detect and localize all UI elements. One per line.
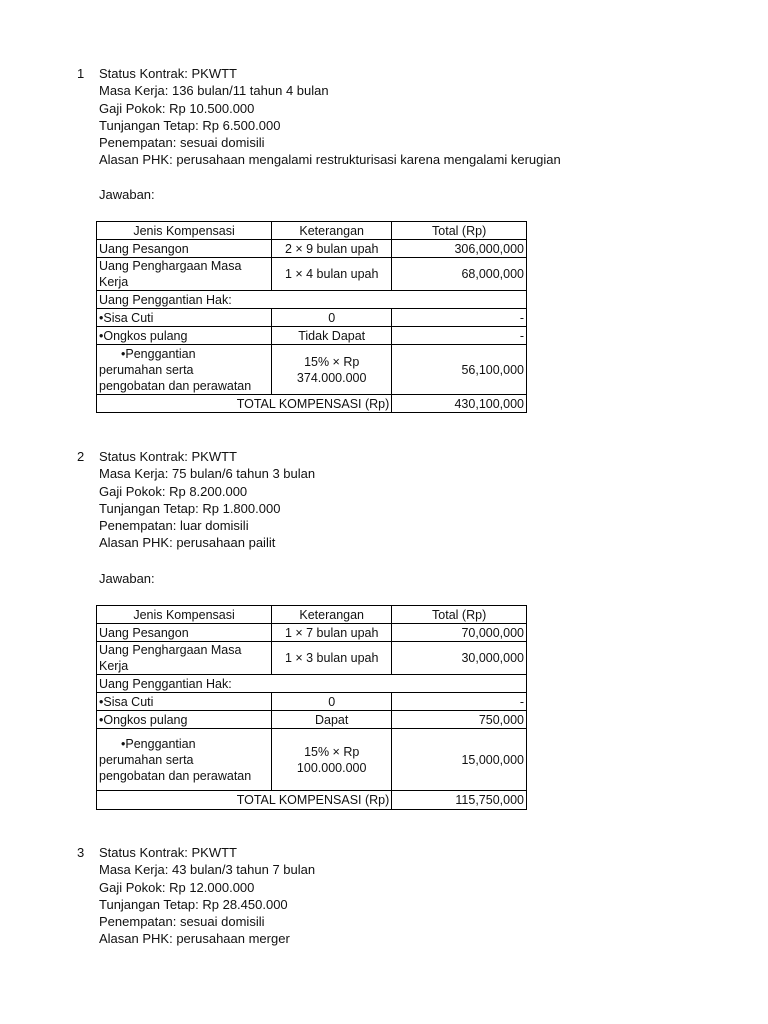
row-label: Uang Pesangon [97, 624, 272, 642]
label-line [99, 736, 269, 752]
table-row [97, 675, 527, 693]
row-label: Uang Penghargaan Masa Kerja [97, 642, 272, 675]
row-label: Uang Penggantian Hak: [97, 291, 527, 309]
table-row [97, 624, 527, 642]
row-keterangan: 0 [272, 309, 392, 327]
row-keterangan: Dapat [272, 711, 392, 729]
row-label: Uang Penggantian Hak: [97, 675, 527, 693]
header-jenis: Jenis Kompensasi [97, 222, 272, 240]
row-keterangan: 1 × 3 bulan upah [272, 642, 392, 675]
gaji-pokok: Gaji Pokok: Rp 12.000.000 [99, 879, 255, 895]
row-label [97, 345, 272, 395]
label-line: pengobatan dan perawatan [99, 768, 252, 783]
row-label: •Sisa Cuti [97, 309, 272, 327]
ket-line: 100.000.000 [296, 760, 367, 775]
header-jenis: Jenis Kompensasi [97, 606, 272, 624]
row-total: 306,000,000 [392, 240, 527, 258]
label-text: •Penggantian [121, 346, 196, 361]
total-value: 430,100,000 [392, 395, 527, 413]
status-kontrak: Status Kontrak: PKWTT [99, 66, 237, 81]
row-keterangan: 1 × 7 bulan upah [272, 624, 392, 642]
answer-label: Jawaban: [99, 187, 155, 202]
table-row [97, 729, 527, 791]
status-kontrak: Status Kontrak: PKWTT [99, 845, 237, 860]
status-kontrak: Status Kontrak: PKWTT [99, 449, 237, 464]
case-number: 2 [77, 449, 85, 464]
table-row [97, 345, 527, 395]
compensation-table-2 [96, 605, 527, 810]
alasan-phk: Alasan PHK: perusahaan pailit [99, 535, 276, 551]
masa-kerja: Masa Kerja: 75 bulan/6 tahun 3 bulan [99, 466, 316, 482]
row-label: Uang Pesangon [97, 240, 272, 258]
alasan-phk: Alasan PHK: perusahaan merger [99, 931, 290, 947]
ket-line: 374.000.000 [296, 370, 367, 385]
table-row [97, 711, 527, 729]
masa-kerja: Masa Kerja: 136 bulan/11 tahun 4 bulan [99, 83, 329, 99]
row-label [97, 729, 272, 791]
table-row [97, 642, 527, 675]
table-row [97, 240, 527, 258]
gaji-pokok: Gaji Pokok: Rp 10.500.000 [99, 100, 255, 116]
row-label: Uang Penghargaan Masa Kerja [97, 258, 272, 291]
row-total: 15,000,000 [392, 729, 527, 791]
label-line: perumahan serta [99, 362, 194, 377]
case-details [99, 65, 561, 169]
header-total: Total (Rp) [392, 606, 527, 624]
row-total: 750,000 [392, 711, 527, 729]
ket-line: 15% × Rp [304, 354, 360, 369]
total-value: 115,750,000 [392, 791, 527, 810]
row-label: •Ongkos pulang [97, 711, 272, 729]
row-keterangan: 1 × 4 bulan upah [272, 258, 392, 291]
row-total: 30,000,000 [392, 642, 527, 675]
row-keterangan: Tidak Dapat [272, 327, 392, 345]
table-row [97, 258, 527, 291]
penempatan: Penempatan: sesuai domisili [99, 135, 265, 151]
gaji-pokok: Gaji Pokok: Rp 8.200.000 [99, 483, 248, 499]
row-label: •Sisa Cuti [97, 693, 272, 711]
case-details [99, 844, 315, 948]
total-label: TOTAL KOMPENSASI (Rp) [97, 791, 392, 810]
row-keterangan [272, 345, 392, 395]
answer-label: Jawaban: [99, 571, 155, 586]
table-header-row [97, 606, 527, 624]
total-row [97, 395, 527, 413]
label-line: perumahan serta [99, 752, 194, 767]
alasan-phk: Alasan PHK: perusahaan mengalami restrukturisasi karena mengalami kerugian [99, 152, 561, 168]
header-keterangan: Keterangan [272, 222, 392, 240]
table-row [97, 693, 527, 711]
table-row [97, 309, 527, 327]
total-row [97, 791, 527, 810]
tunjangan-tetap: Tunjangan Tetap: Rp 6.500.000 [99, 117, 281, 133]
tunjangan-tetap: Tunjangan Tetap: Rp 28.450.000 [99, 896, 288, 912]
row-keterangan: 0 [272, 693, 392, 711]
row-keterangan: 2 × 9 bulan upah [272, 240, 392, 258]
row-label: •Ongkos pulang [97, 327, 272, 345]
table-row [97, 327, 527, 345]
tunjangan-tetap: Tunjangan Tetap: Rp 1.800.000 [99, 500, 281, 516]
penempatan: Penempatan: sesuai domisili [99, 914, 265, 930]
row-total: 68,000,000 [392, 258, 527, 291]
ket-line: 15% × Rp [304, 744, 360, 759]
row-total: 56,100,000 [392, 345, 527, 395]
case-number: 1 [77, 66, 85, 81]
table-row [97, 291, 527, 309]
row-total: - [392, 327, 527, 345]
row-keterangan [272, 729, 392, 791]
header-keterangan: Keterangan [272, 606, 392, 624]
header-total: Total (Rp) [392, 222, 527, 240]
label-line [99, 346, 269, 362]
compensation-table-1 [96, 221, 527, 413]
row-total: - [392, 309, 527, 327]
case-details [99, 448, 315, 552]
table-header-row [97, 222, 527, 240]
row-total: 70,000,000 [392, 624, 527, 642]
case-number: 3 [77, 845, 85, 860]
label-text: •Penggantian [121, 736, 196, 751]
penempatan: Penempatan: luar domisili [99, 518, 249, 534]
label-line: pengobatan dan perawatan [99, 378, 252, 393]
masa-kerja: Masa Kerja: 43 bulan/3 tahun 7 bulan [99, 862, 316, 878]
total-label: TOTAL KOMPENSASI (Rp) [97, 395, 392, 413]
row-total: - [392, 693, 527, 711]
